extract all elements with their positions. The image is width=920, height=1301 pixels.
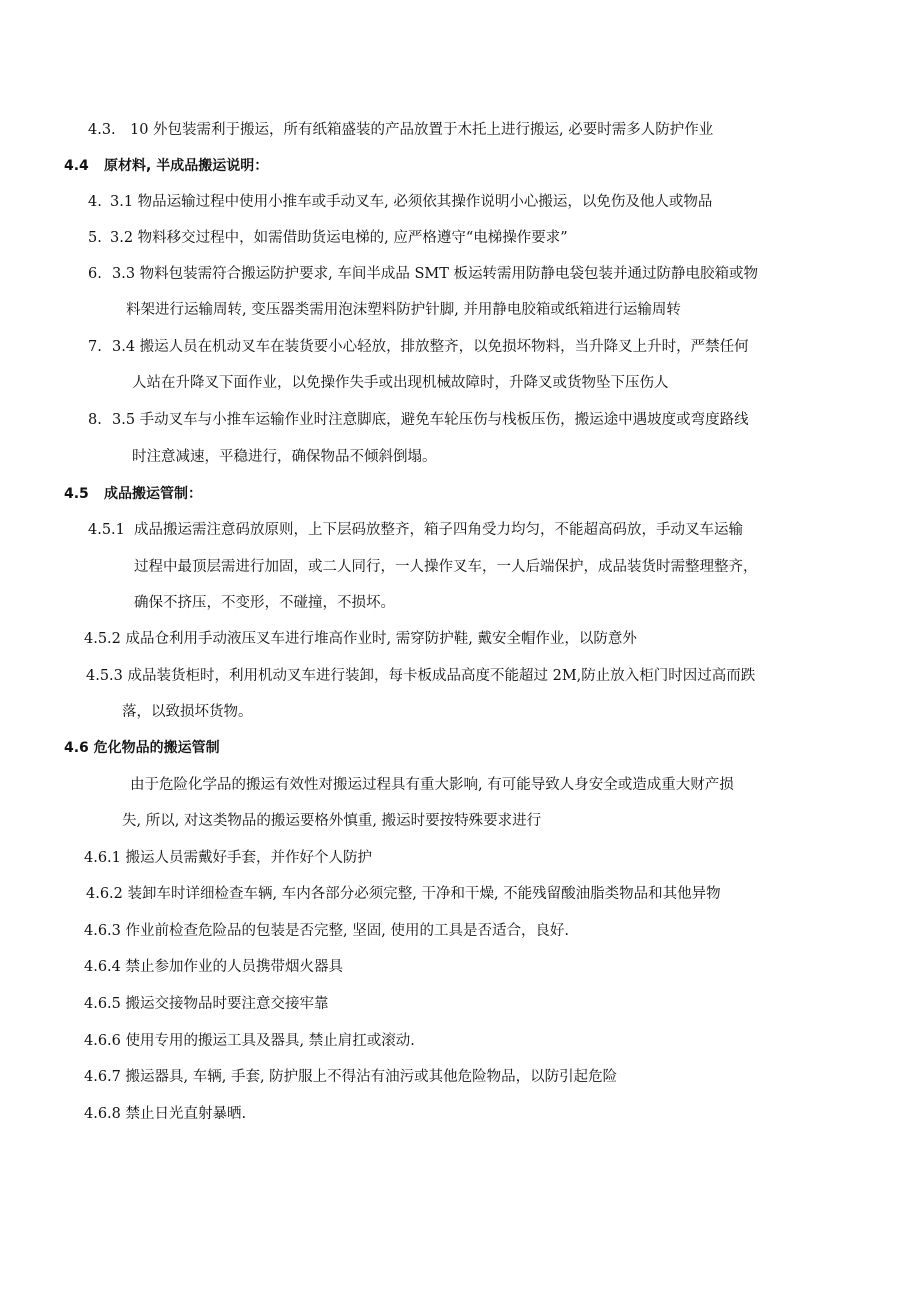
list-item: 4.5.3 成品装货柜时，利用机动叉车进行装卸，每卡板成品高度不能超过 2M,防止放入柜门时因过高而跌 [86, 668, 756, 684]
list-item: 4.5.2 成品仓利用手动液压叉车进行堆高作业时, 需穿防护鞋, 戴安全帽作业，以防意外 [84, 631, 637, 647]
paragraph: 由于危险化学品的搬运有效性对搬运过程具有重大影响, 有可能导致人身安全或造成重大财产损 [130, 777, 734, 793]
list-item: 4.6.4 禁止参加作业的人员携带烟火器具 [84, 959, 344, 975]
list-item-continuation: 料架进行运输周转, 变压器类需用泡沫塑料防护针脚, 并用静电胶箱或纸箱进行运输周转 [126, 302, 681, 318]
list-item: 4.5.1 成品搬运需注意码放原则，上下层码放整齐，箱子四角受力均匀，不能超高码放，手动叉车运输 [88, 522, 743, 538]
list-item-continuation: 确保不挤压，不变形，不碰撞，不损坏。 [134, 595, 395, 611]
list-item: 4. 3.1 物品运输过程中使用小推车或手动叉车, 必须依其操作说明小心搬运，以免伤及他人或物品 [88, 194, 713, 210]
list-item-continuation: 人站在升降叉下面作业，以免操作失手或出现机械故障时，升降叉或货物坠下压伤人 [132, 375, 669, 391]
list-item: 8. 3.5 手动叉车与小推车运输作业时注意脚底，避免车轮压伤与栈板压伤，搬运途中遇坡度或弯度路线 [88, 412, 749, 428]
list-item: 4.6.5 搬运交接物品时要注意交接牢靠 [84, 996, 329, 1012]
section-heading-4-5: 4.5 成品搬运管制： [64, 486, 202, 502]
list-item: 5. 3.2 物料移交过程中，如需借助货运电梯的, 应严格遵守“电梯操作要求” [88, 230, 568, 246]
list-item: 4.6.8 禁止日光直射暴晒. [84, 1106, 247, 1122]
list-item: 4.6.2 装卸车时详细检查车辆, 车内各部分必须完整, 干净和干燥, 不能残留酸油脂类物品和其他异物 [86, 886, 721, 902]
list-item: 4.6.6 使用专用的搬运工具及器具, 禁止肩扛或滚动. [84, 1033, 415, 1049]
section-heading-4-4: 4.4 原材料, 半成品搬运说明： [64, 158, 269, 174]
list-item-continuation: 时注意减速，平稳进行，确保物品不倾斜倒塌。 [132, 449, 437, 465]
list-item-continuation: 过程中最顶层需进行加固，或二人同行，一人操作叉车，一人后端保护，成品装货时需整理整齐， [134, 559, 758, 575]
paragraph-continuation: 失, 所以, 对这类物品的搬运要格外慎重, 搬运时要按特殊要求进行 [122, 813, 542, 829]
list-item: 4.6.1 搬运人员需戴好手套，并作好个人防护 [84, 850, 373, 866]
list-item-continuation: 落，以致损坏货物。 [122, 704, 253, 720]
list-item: 6. 3.3 物料包装需符合搬运防护要求, 车间半成品 SMT 板运转需用防静电袋包装并通过防静电胶箱或物 [88, 266, 759, 282]
list-item: 7. 3.4 搬运人员在机动叉车在装货要小心轻放，排放整齐，以免损坏物料，当升降叉上升时，严禁任何 [88, 339, 749, 355]
list-item: 4.6.7 搬运器具, 车辆, 手套, 防护服上不得沾有油污或其他危险物品，以防引起危险 [84, 1069, 618, 1085]
section-heading-4-6: 4.6 危化物品的搬运管制 [64, 740, 220, 756]
list-item: 4.6.3 作业前检查危险品的包装是否完整, 坚固, 使用的工具是否适合，良好. [84, 923, 570, 939]
item-4-3: 4.3. 10 外包装需利于搬运，所有纸箱盛装的产品放置于木托上进行搬运, 必要时需多人防护作业 [88, 122, 714, 138]
